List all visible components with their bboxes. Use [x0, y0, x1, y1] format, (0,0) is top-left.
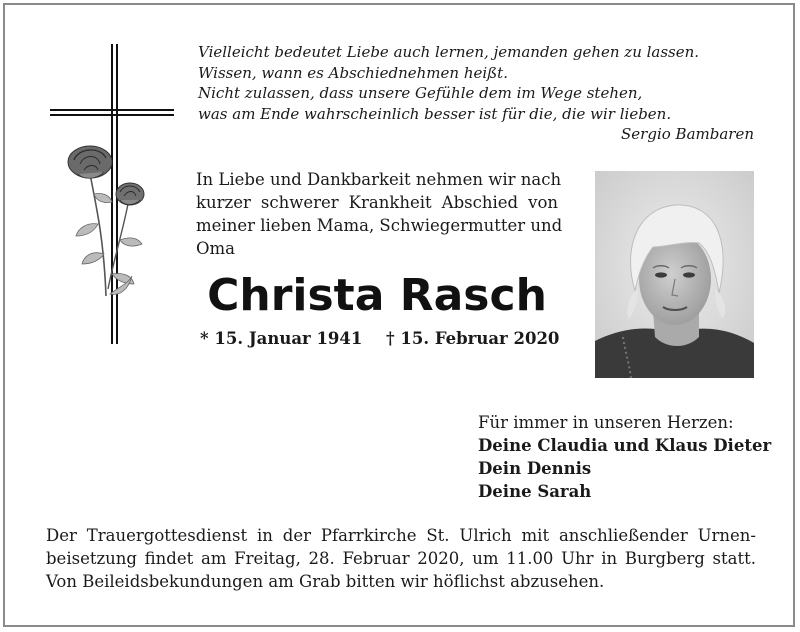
- quote-line: Wissen, wann es Abschiednehmen heißt.: [198, 63, 508, 82]
- quote-line: was am Ende wahrscheinlich besser ist für die, die wir lieben.: [198, 104, 672, 123]
- family-intro: Für immer in unseren Herzen:: [478, 413, 734, 432]
- family-member: Dein Dennis: [478, 459, 592, 478]
- rose-icon: [68, 146, 144, 296]
- death-date: † 15. Februar 2020: [386, 329, 560, 348]
- family-member: Deine Sarah: [478, 482, 592, 501]
- family-signature: [478, 411, 778, 503]
- intro-line: kurzer schwerer Krankheit Abschied von: [196, 193, 558, 212]
- intro-text: [196, 168, 563, 260]
- cross-icon: [48, 44, 178, 344]
- portrait-photo: [595, 171, 754, 378]
- service-info: [46, 524, 756, 593]
- service-line: Von Beileidsbekundungen am Grab bitten wir höflichst abzusehen.: [46, 572, 605, 591]
- deceased-name: Christa Rasch: [207, 270, 547, 321]
- quote-author: Sergio Bambaren: [621, 125, 754, 143]
- intro-line: meiner lieben Mama, Schwiegermutter und: [196, 216, 563, 235]
- intro-line: Oma: [196, 239, 236, 258]
- service-line: beisetzung findet am Freitag, 28. Februar 2020, um 11.00 Uhr in Burgberg statt.: [46, 549, 756, 568]
- quote-line: Vielleicht bedeutet Liebe auch lernen, jemanden gehen zu lassen.: [198, 43, 700, 61]
- intro-line: In Liebe und Dankbarkeit nehmen wir nach: [196, 170, 562, 189]
- birth-date: * 15. Januar 1941: [200, 329, 363, 348]
- service-line: Der Trauergottesdienst in der Pfarrkirche St. Ulrich mit anschließender Urnen-: [46, 526, 756, 545]
- family-member: Deine Claudia und Klaus Dieter: [478, 436, 772, 455]
- poem-quote: [198, 42, 758, 145]
- quote-line: Nicht zulassen, dass unsere Gefühle dem im Wege stehen,: [198, 84, 643, 102]
